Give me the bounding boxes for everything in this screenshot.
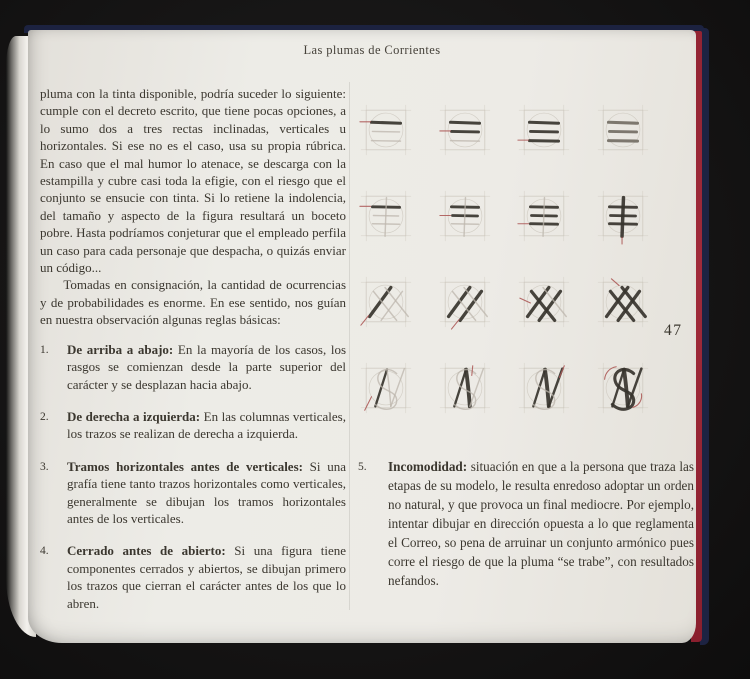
stroke-diagram-n-s-monogram-step-2 xyxy=(436,359,494,417)
paragraph-continuation: pluma con la tinta disponible, podría suceder lo siguiente: cumple con el decreto escrito, que tiene pocas opciones, a lo sumo dos a tres rectas inclinadas, verticales u horizontales. Si ese no es el caso, usa su propia rúbrica. En caso que el mal humor lo atenace, se descarga con la estampilla y cubre casi toda la efigie, con el riesgo que el conjunto se ensucie con tinta. Si lo retiene la indolencia, del tamaño y aspecto de la figura resultará un boceto pobre. Hasta podríamos conjeturar que el empleado perfila un caso para cada personaje que despacha, o quizás enviar un código... xyxy=(40,86,346,276)
rule-term: De derecha a izquierda: xyxy=(67,408,201,424)
stroke-diagram-three-horizontal-strokes-step-3 xyxy=(515,101,573,159)
stroke-diagram-three-horizontal-strokes-step-2 xyxy=(436,101,494,159)
rule-term: Tramos horizontales antes de verticales: xyxy=(67,458,303,474)
stroke-diagram-diagonal-cross-hatch-step-4 xyxy=(594,273,652,331)
rules-list xyxy=(40,341,346,612)
rule-text xyxy=(67,458,346,528)
rule-item-3 xyxy=(40,458,346,528)
rule-text xyxy=(67,542,346,612)
stroke-diagram-three-horizontal-strokes-step-4 xyxy=(594,101,652,159)
rule-description: Si una grafía tiene tanto trazos horizontales como verticales, generalmente se dibujan los tramos horizontales antes de los verticales. xyxy=(67,458,346,526)
stroke-diagram-three-horizontal-strokes-step-1 xyxy=(357,101,415,159)
paragraph-intro-rules: Tomadas en consignación, la cantidad de ocurrencias y de probabilidades es enorme. En ese sentido, nos guían en nuestra observación algunas reglas básicas: xyxy=(40,277,346,328)
stroke-diagram-n-s-monogram-step-1 xyxy=(357,359,415,417)
rule-number: 2. xyxy=(40,410,49,423)
stroke-diagram-horizontals-then-vertical-step-2 xyxy=(436,187,494,245)
stroke-diagram-diagonal-cross-hatch-step-2 xyxy=(436,273,494,331)
rule-text xyxy=(67,408,346,443)
rule-item-5 xyxy=(358,457,694,590)
rule-description: En las columnas verticales, los trazos se realizan de derecha a izquierda. xyxy=(67,408,346,442)
stroke-diagram-n-s-monogram-step-4 xyxy=(594,359,652,417)
running-header: Las plumas de Corrientes xyxy=(303,43,441,57)
rule-term: De arriba a abajo: xyxy=(67,341,174,357)
stroke-diagram-diagonal-cross-hatch-step-1 xyxy=(357,273,415,331)
rule-item-4 xyxy=(40,542,346,612)
stroke-diagram-grid xyxy=(357,101,652,417)
stroke-diagram-horizontals-then-vertical-step-4 xyxy=(594,187,652,245)
rule-text xyxy=(388,457,694,590)
rule-number: 4. xyxy=(40,545,49,558)
rule-item-1 xyxy=(40,341,346,393)
book-page xyxy=(28,30,696,643)
rule-item-2 xyxy=(40,408,346,443)
column-divider xyxy=(349,82,350,610)
stroke-diagram-diagonal-cross-hatch-step-3 xyxy=(515,273,573,331)
rule-description: En la mayoría de los casos, los rasgos se comienzan desde la parte superior del carácter y se desplazan hacia abajo. xyxy=(67,341,347,392)
stroke-diagram-horizontals-then-vertical-step-3 xyxy=(515,187,573,245)
rule-number: 5. xyxy=(358,461,367,473)
rule-number: 1. xyxy=(40,343,49,356)
page-number: 47 xyxy=(664,322,683,339)
rule-description: Si una figura tiene componentes cerrados y abiertos, se dibujan primero los trazos que cierran el carácter antes de los que lo abren. xyxy=(67,543,347,611)
rule-term: Incomodidad: xyxy=(388,459,468,474)
stroke-diagram-n-s-monogram-step-3 xyxy=(515,359,573,417)
stroke-diagram-horizontals-then-vertical-step-1 xyxy=(357,187,415,245)
rule-description: situación en que a la persona que traza las etapas de su modelo, le resulta enredoso adoptar un orden no natural, y que provoca un final mediocre. Por ejemplo, intentar dibujar en dirección opuesta a lo que reglamenta el Correo, so pena de arruinar un conjunto armónico pues corre el riesgo de que la pluma “se trabe”, con resultados nefandos. xyxy=(388,459,694,588)
rule-number: 3. xyxy=(40,460,49,473)
rule-term: Cerrado antes de abierto: xyxy=(67,543,226,559)
rule-text xyxy=(67,341,346,393)
left-column xyxy=(40,85,346,627)
